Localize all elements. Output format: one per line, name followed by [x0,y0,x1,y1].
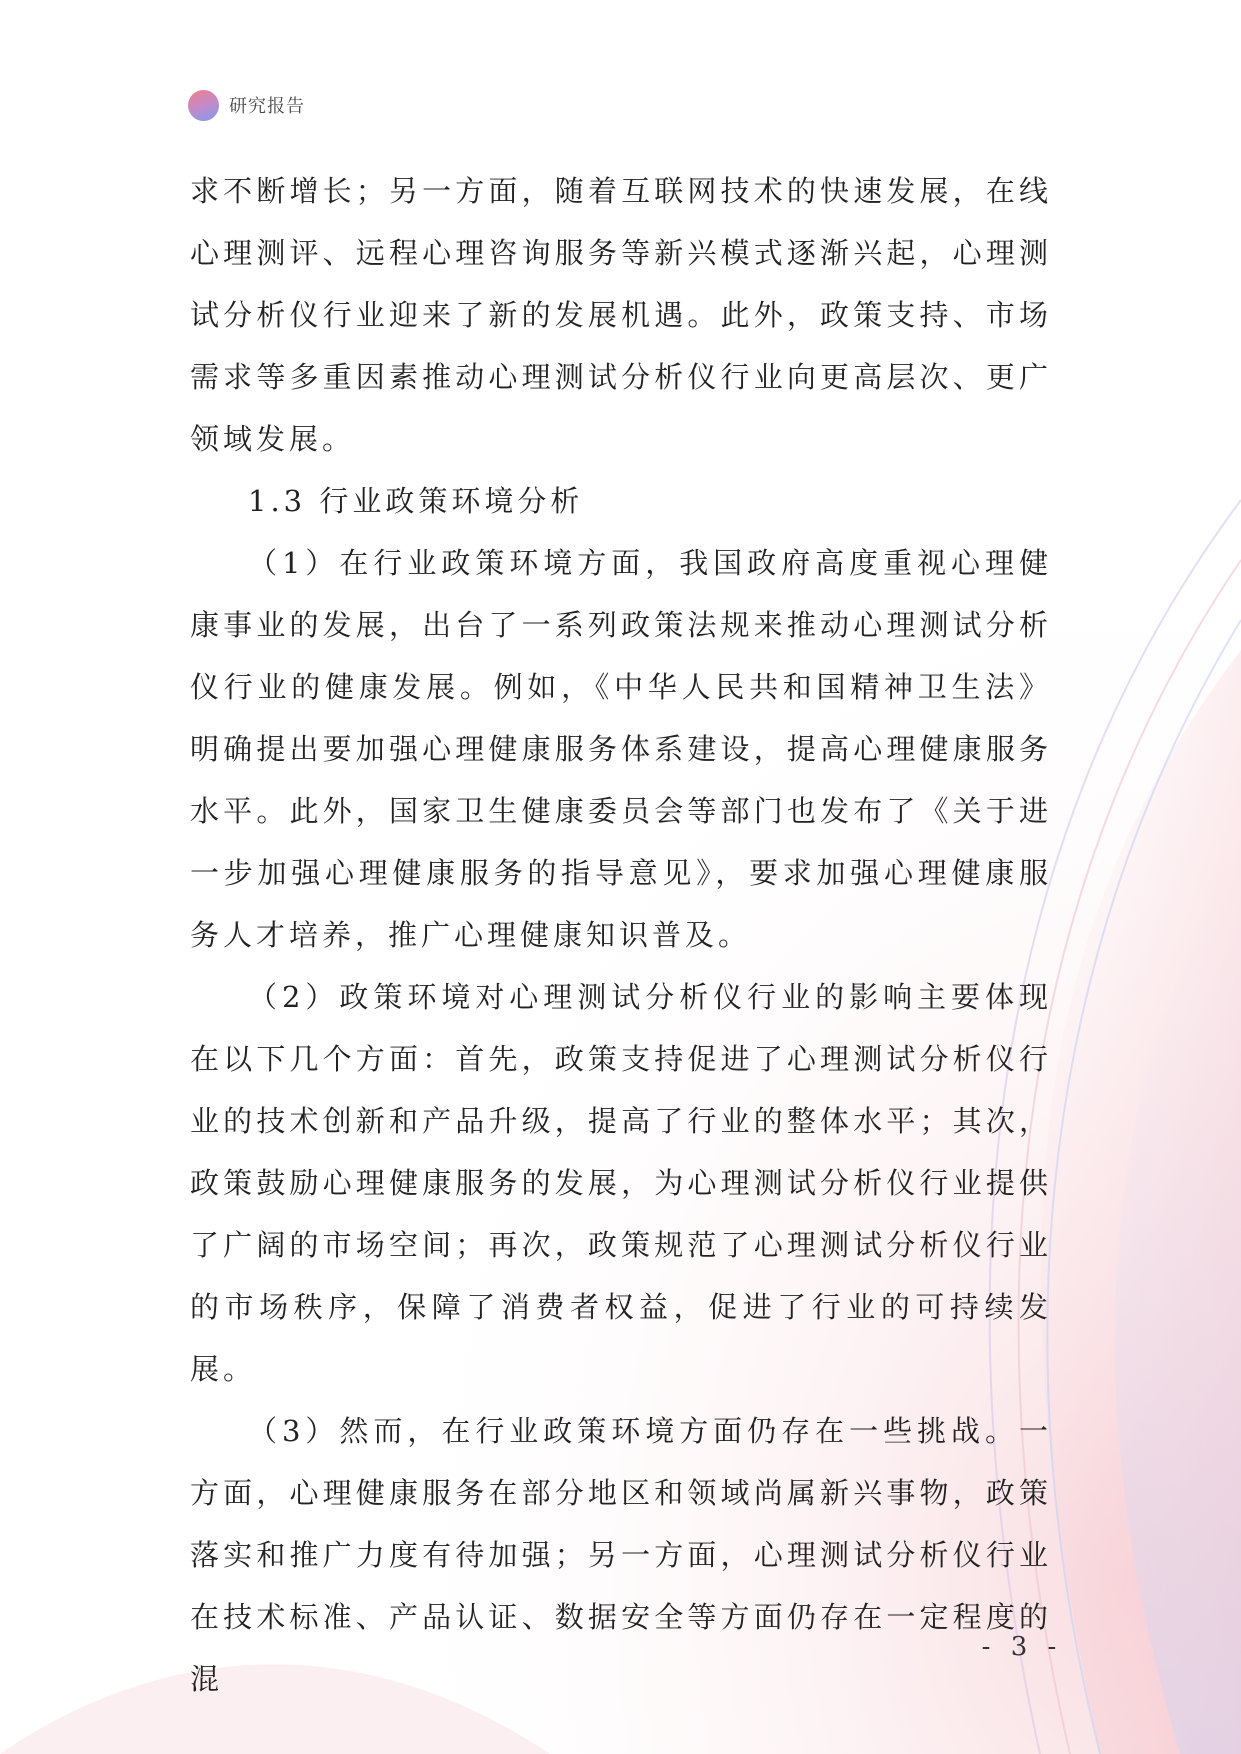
paragraph-continuation: 求不断增长；另一方面，随着互联网技术的快速发展，在线心理测评、远程心理咨询服务等新兴模式逐渐兴起，心理测试分析仪行业迎来了新的发展机遇。此外，政策支持、市场需求等多重因素推动心理测试分析仪行业向更高层次、更广领域发展。 [190,174,1052,456]
page-number: - 3 - [981,1632,1063,1662]
logo-circle-icon [188,90,219,121]
paragraph-3: （3）然而，在行业政策环境方面仍存在一些挑战。一方面，心理健康服务在部分地区和领域尚属新兴事物，政策落实和推广力度有待加强；另一方面，心理测试分析仪行业在技术标准、产品认证、数据安全等方面仍存在一定程度的混 [190,1414,1052,1696]
section-heading: 1.3 行业政策环境分析 [248,484,584,518]
report-header [188,89,305,121]
document-body [190,160,1052,1710]
header-title: 研究报告 [229,96,305,117]
paragraph-1: （1）在行业政策环境方面，我国政府高度重视心理健康事业的发展，出台了一系列政策法规来推动心理测试分析仪行业的健康发展。例如，《中华人民共和国精神卫生法》明确提出要加强心理健康服务体系建设，提高心理健康服务水平。此外，国家卫生健康委员会等部门也发布了《关于进一步加强心理健康服务的指导意见》，要求加强心理健康服务人才培养，推广心理健康知识普及。 [190,546,1052,952]
paragraph-2: （2）政策环境对心理测试分析仪行业的影响主要体现在以下几个方面：首先，政策支持促进了心理测试分析仪行业的技术创新和产品升级，提高了行业的整体水平；其次，政策鼓励心理健康服务的发展，为心理测试分析仪行业提供了广阔的市场空间；再次，政策规范了心理测试分析仪行业的市场秩序，保障了消费者权益，促进了行业的可持续发展。 [190,980,1052,1386]
